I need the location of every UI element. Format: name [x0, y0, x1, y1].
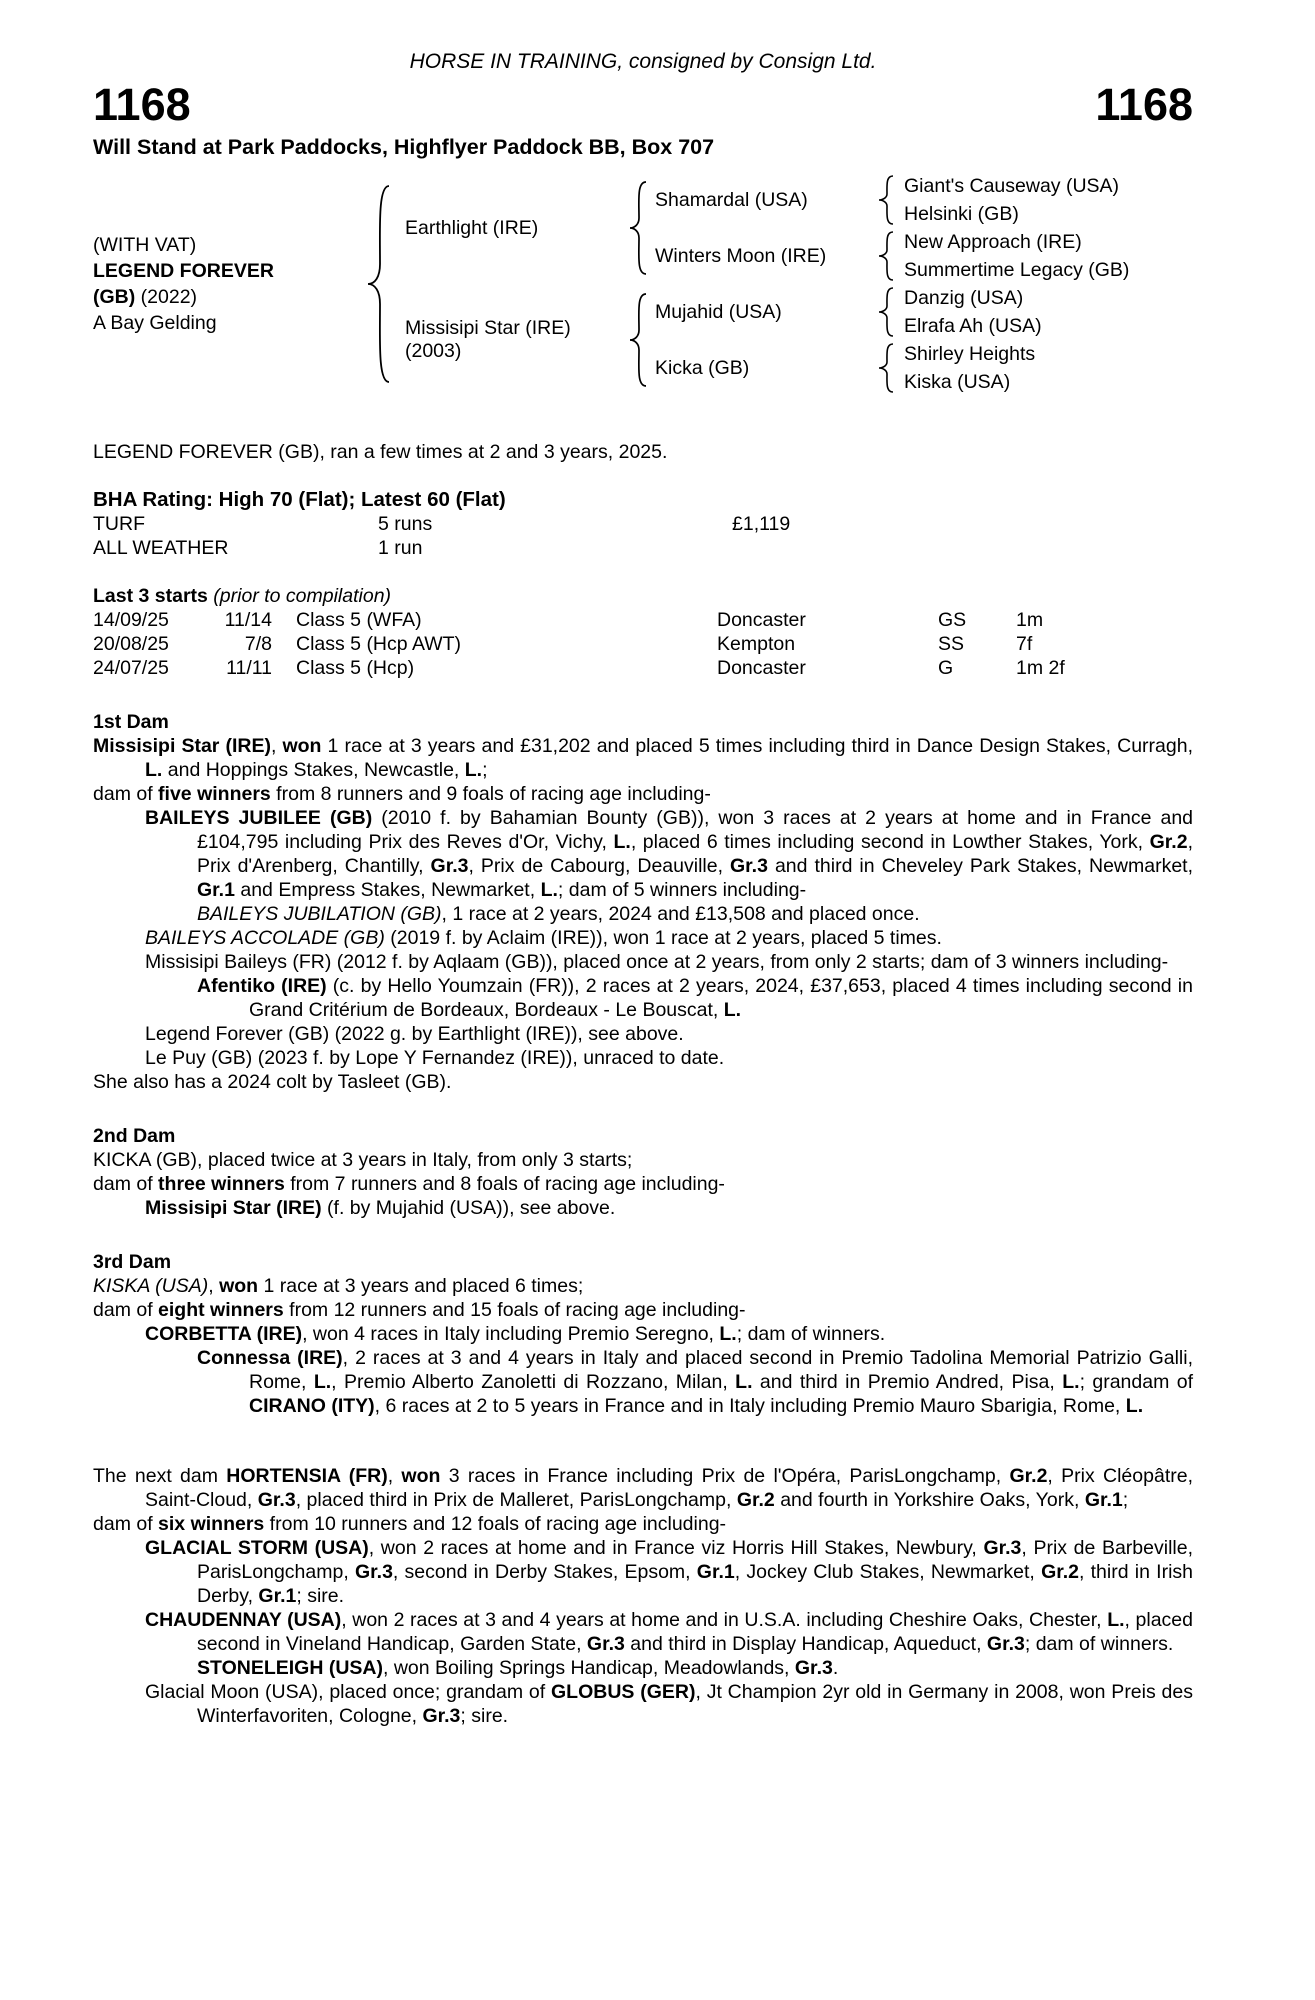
pedigree-paragraph: GLACIAL STORM (USA), won 2 races at home and in France viz Horris Hill Stakes, Newbury, Gr.3, Prix de Barbeville, ParisLongchamp, Gr.3, second in Derby Stakes, Epsom, Gr.1, Jockey Club Stakes, Newmarket, Gr.2, third in Irish Derby, Gr.1; sire.: [145, 1537, 1194, 1607]
last-starts-note: (prior to compilation): [207, 585, 392, 607]
horse-name: LEGEND FOREVER: [93, 260, 274, 282]
pedigree-paragraph: STONELEIGH (USA), won Boiling Springs Handicap, Meadowlands, Gr.3.: [197, 1657, 839, 1679]
sire-branch: [399, 172, 1129, 284]
dam-dam-dam-name: Kiska (USA): [904, 371, 1011, 393]
start-course: Doncaster: [717, 657, 806, 679]
bha-rating-line: BHA Rating: High 70 (Flat); Latest 60 (Flat): [93, 488, 506, 511]
horse-description: A Bay Gelding: [93, 312, 217, 334]
pedigree-paragraph: Connessa (IRE), 2 races at 3 and 4 years in Italy and placed second in Premio Tadolina Memorial Patrizio Galli, Rome, L., Premio Alberto Zanoletti di Rozzano, Milan, L. and third in Premio Andred, Pisa, L.; grandam of CIRANO (ITY), 6 races at 2 to 5 years in France and in Italy including Premio Mauro Sbarigia, Rome, L.: [197, 1347, 1193, 1417]
sire-sire-branch: [652, 172, 1129, 228]
dam-sire-dam-name: Elrafa Ah (USA): [904, 315, 1042, 337]
sire-dam-branch: [652, 228, 1129, 284]
sire-dam-dam-name: Summertime Legacy (GB): [904, 259, 1130, 281]
pedigree-paragraph: dam of five winners from 8 runners and 9 foals of racing age including-: [93, 783, 711, 805]
pedigree-brace-small: [877, 342, 899, 394]
lot-number-left: 1168: [93, 79, 191, 130]
pedigree-paragraph: KISKA (USA), won 1 race at 3 years and placed 6 times;: [93, 1275, 584, 1297]
start-row: [93, 632, 1193, 656]
pedigree-tree: [93, 172, 1193, 396]
foaling-year: (2022): [140, 286, 198, 308]
pedigree-paragraph: Missisipi Baileys (FR) (2012 f. by Aqlaam (GB)), placed once at 2 years, from only 2 starts; dam of 3 winners including-: [145, 951, 1169, 973]
pedigree-paragraph: CORBETTA (IRE), won 4 races in Italy including Premio Seregno, L.; dam of winners.: [145, 1323, 886, 1345]
dam-name-block: [399, 317, 628, 363]
surface-record-row: [93, 512, 1193, 536]
lot-number-right: 1168: [1095, 79, 1193, 130]
start-distance: 7f: [1016, 633, 1033, 655]
pedigree-paragraph: dam of six winners from 10 runners and 12 foals of racing age including-: [93, 1513, 727, 1535]
pedigree-brace-small: [877, 174, 899, 226]
vat-note: (WITH VAT): [93, 234, 197, 256]
section-title: 2nd Dam: [93, 1125, 176, 1147]
sire-name: Earthlight (IRE): [405, 216, 539, 239]
pedigree-brace-dam: [628, 292, 652, 388]
consignor-line: HORSE IN TRAINING, consigned by Consign Ltd.: [409, 50, 877, 73]
pedigree-paragraph: The next dam HORTENSIA (FR), won 3 races in France including Prix de l'Opéra, ParisLongchamp, Gr.2, Prix Cléopâtre, Saint-Cloud, Gr.3, placed third in Prix de Malleret, ParisLongchamp, Gr.2 and fourth in Yorkshire Oaks, York, Gr.1;: [93, 1465, 1193, 1511]
dam-dam-branch: [652, 340, 1042, 396]
start-class: Class 5 (Hcp AWT): [296, 633, 462, 655]
race-summary-line: LEGEND FOREVER (GB), ran a few times at 2 and 3 years, 2025.: [93, 441, 668, 463]
start-position: 11/14: [224, 609, 272, 631]
sire-sire-sire-name: Giant's Causeway (USA): [904, 175, 1120, 197]
section-title: 3rd Dam: [93, 1251, 172, 1273]
surface-name: ALL WEATHER: [93, 537, 229, 559]
section-next-dam: [93, 1464, 1193, 1728]
pedigree-paragraph: CHAUDENNAY (USA), won 2 races at 3 and 4 years at home and in U.S.A. including Cheshire Oaks, Chester, L., placed second in Vineland Handicap, Garden State, Gr.3 and third in Display Handicap, Aqueduct, Gr.3; dam of winners.: [145, 1609, 1193, 1655]
dam-sire-name: Mujahid (USA): [655, 300, 782, 323]
sire-dam-sire-name: New Approach (IRE): [904, 231, 1082, 253]
section-third-dam: [93, 1250, 1193, 1418]
dam-sire-branch: [652, 284, 1042, 340]
last-starts-title: Last 3 starts: [93, 585, 208, 607]
pedigree-paragraph: KICKA (GB), placed twice at 3 years in Italy, from only 3 starts;: [93, 1149, 633, 1171]
surface-runs: 5 runs: [378, 513, 433, 535]
dam-branch: [399, 284, 1129, 396]
start-distance: 1m 2f: [1016, 657, 1065, 679]
start-date: 14/09/25: [93, 609, 169, 631]
last-starts-heading: [93, 584, 1193, 608]
dam-year: (2003): [405, 340, 462, 362]
pedigree-paragraph: Legend Forever (GB) (2022 g. by Earthlight (IRE)), see above.: [145, 1023, 684, 1045]
surface-runs: 1 run: [378, 537, 423, 559]
pedigree-brace-sire: [628, 180, 652, 276]
sire-sire-name: Shamardal (USA): [655, 188, 808, 211]
start-row: [93, 656, 1193, 680]
dam-dam-sire-name: Shirley Heights: [904, 343, 1036, 365]
pedigree-paragraph: Glacial Moon (USA), placed once; grandam of GLOBUS (GER), Jt Champion 2yr old in Germany in 2008, won Preis des Winterfavoriten, Cologne, Gr.3; sire.: [145, 1681, 1193, 1727]
start-course: Doncaster: [717, 609, 806, 631]
surface-earnings: £1,119: [732, 513, 791, 535]
section-first-dam: [93, 710, 1193, 1094]
start-going: SS: [938, 633, 965, 655]
start-course: Kempton: [717, 633, 796, 655]
pedigree-brace-main: [365, 184, 399, 384]
start-row: [93, 608, 1193, 632]
pedigree-brace-small: [877, 286, 899, 338]
surface-name: TURF: [93, 513, 145, 535]
sire-dam-name: Winters Moon (IRE): [655, 244, 827, 267]
pedigree-paragraph: dam of eight winners from 12 runners and 15 foals of racing age including-: [93, 1299, 746, 1321]
pedigree-paragraph: BAILEYS ACCOLADE (GB) (2019 f. by Aclaim (IRE)), won 1 race at 2 years, placed 5 times.: [145, 927, 942, 949]
start-class: Class 5 (WFA): [296, 609, 422, 631]
start-date: 24/07/25: [93, 657, 169, 679]
pedigree-paragraph: BAILEYS JUBILEE (GB) (2010 f. by Bahamian Bounty (GB)), won 3 races at 2 years at home and in France and £104,795 including Prix des Reves d'Or, Vichy, L., placed 6 times including second in Lowther Stakes, York, Gr.2, Prix d'Arenberg, Chantilly, Gr.3, Prix de Cabourg, Deauville, Gr.3 and third in Cheveley Park Stakes, Newmarket, Gr.1 and Empress Stakes, Newmarket, L.; dam of 5 winners including-: [145, 807, 1194, 901]
start-class: Class 5 (Hcp): [296, 657, 415, 679]
pedigree-brace-small: [877, 230, 899, 282]
start-going: GS: [938, 609, 967, 631]
dam-sire-sire-name: Danzig (USA): [904, 287, 1024, 309]
sire-sire-dam-name: Helsinki (GB): [904, 203, 1019, 225]
horse-suffix-year: [93, 284, 365, 310]
pedigree-paragraph: Missisipi Star (IRE) (f. by Mujahid (USA)), see above.: [145, 1197, 616, 1219]
start-distance: 1m: [1016, 609, 1044, 631]
section-second-dam: [93, 1124, 1193, 1220]
pedigree-paragraph: Afentiko (IRE) (c. by Hello Youmzain (FR)), 2 races at 2 years, 2024, £37,653, placed 4 times including second in Grand Critérium de Bordeaux, Bordeaux - Le Bouscat, L.: [197, 975, 1193, 1021]
start-date: 20/08/25: [93, 633, 169, 655]
start-going: G: [938, 657, 954, 679]
stand-location-line: Will Stand at Park Paddocks, Highflyer Paddock BB, Box 707: [93, 135, 715, 159]
dam-name: Missisipi Star (IRE): [405, 317, 571, 339]
surface-earnings: [732, 536, 1193, 560]
pedigree-paragraph: BAILEYS JUBILATION (GB), 1 race at 2 years, 2024 and £13,508 and placed once.: [197, 903, 920, 925]
section-title: 1st Dam: [93, 711, 169, 733]
pedigree-paragraph: Le Puy (GB) (2023 f. by Lope Y Fernandez (IRE)), unraced to date.: [145, 1047, 725, 1069]
start-position: 11/11: [226, 657, 272, 679]
page-content: [93, 0, 1193, 1728]
start-position: 7/8: [244, 633, 272, 655]
lot-number-row: [93, 79, 1193, 130]
pedigree-paragraph: dam of three winners from 7 runners and 8 foals of racing age including-: [93, 1173, 725, 1195]
dam-dam-name: Kicka (GB): [655, 356, 750, 379]
pedigree-paragraph: She also has a 2024 colt by Tasleet (GB).: [93, 1071, 452, 1093]
surface-record-row: [93, 536, 1193, 560]
pedigree-generations: [399, 172, 1129, 396]
horse-suffix: (GB): [93, 286, 136, 308]
pedigree-paragraph: Missisipi Star (IRE), won 1 race at 3 years and £31,202 and placed 5 times including third in Dance Design Stakes, Curragh, L. and Hoppings Stakes, Newcastle, L.;: [93, 735, 1193, 781]
horse-identity-block: [93, 232, 365, 336]
